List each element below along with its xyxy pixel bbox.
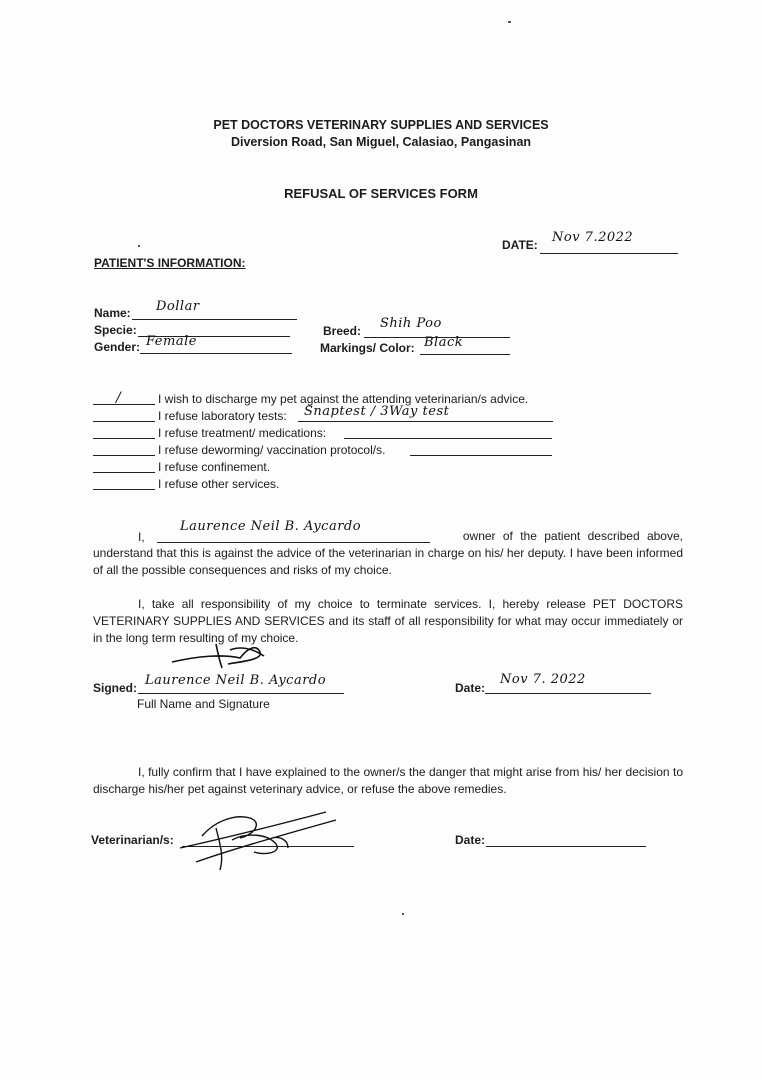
refusal-text: I refuse treatment/ medications: xyxy=(158,426,327,440)
paper-speck xyxy=(402,913,404,915)
refusal-checkbox-line[interactable] xyxy=(93,472,155,473)
name-line xyxy=(132,319,297,320)
statement1-prefix: I, xyxy=(138,530,145,544)
gender-value[interactable]: Female xyxy=(146,334,197,349)
refusal-checkbox-line[interactable] xyxy=(93,421,155,422)
statement3-text: I, fully confirm that I have explained to the owner/s the danger that might arise from his/ her decision to discharge his/her pet against veterinary advice, or refuse the above remedies. xyxy=(93,765,683,796)
owner-date-label: Date: xyxy=(455,681,486,695)
signed-label: Signed: xyxy=(93,681,137,695)
refusal-text: I wish to discharge my pet against the attending veterinarian/s advice. xyxy=(158,392,529,406)
gender-label: Gender: xyxy=(94,340,141,354)
refusal-detail-line xyxy=(344,438,552,439)
patient-info-heading: PATIENT'S INFORMATION: xyxy=(94,256,246,270)
refusal-detail[interactable]: Snaptest / 3Way test xyxy=(304,404,450,419)
breed-label: Breed: xyxy=(323,324,362,338)
refusal-detail-line xyxy=(410,455,552,456)
signed-value[interactable]: Laurence Neil B. Aycardo xyxy=(145,673,327,688)
veterinarian-signature-scribble xyxy=(176,800,346,875)
paper-speck xyxy=(138,245,140,247)
refusal-item xyxy=(0,404,762,425)
vet-date-label: Date: xyxy=(455,833,486,847)
refusal-checkbox-line[interactable] xyxy=(93,404,155,405)
date-value[interactable]: Nov 7.2022 xyxy=(552,230,634,245)
refusal-text: I refuse deworming/ vaccination protocol/s. xyxy=(158,443,386,457)
check-mark-icon: / xyxy=(116,390,122,406)
company-name: PET DOCTORS VETERINARY SUPPLIES AND SERVICES xyxy=(213,118,549,132)
form-title: REFUSAL OF SERVICES FORM xyxy=(284,186,478,201)
veterinarian-label: Veterinarian/s: xyxy=(91,833,174,847)
signed-caption: Full Name and Signature xyxy=(137,697,270,711)
owner-date-value[interactable]: Nov 7. 2022 xyxy=(500,672,586,687)
markings-label: Markings/ Color: xyxy=(320,341,415,355)
refusal-text: I refuse other services. xyxy=(158,477,280,491)
refusal-item xyxy=(0,442,762,459)
markings-line xyxy=(420,354,510,355)
refusal-item xyxy=(0,459,762,476)
statement1-text: understand that this is against the advice of the veterinarian in charge on his/ her deputy. I have been informed of all the possible consequences and risks of my choice. xyxy=(93,546,683,577)
date-line xyxy=(540,253,678,254)
markings-value[interactable]: Black xyxy=(424,335,464,350)
statement1-line1-end: owner of the patient described above, xyxy=(462,529,683,543)
refusal-item xyxy=(0,476,762,493)
refusal-checkbox-line[interactable] xyxy=(93,489,155,490)
refusal-item xyxy=(0,425,762,442)
gender-line xyxy=(140,353,292,354)
refusal-checkbox-line[interactable] xyxy=(93,455,155,456)
statement2-text: I, take all responsibility of my choice to terminate services. I, hereby release PET DOCTORS VETERINARY SUPPLIES AND SERVICES and its staff of all responsibility for what may occur immediately or in the long term resulting of my choice. xyxy=(93,597,683,645)
refusal-detail-line xyxy=(298,421,553,422)
signed-line xyxy=(138,693,344,694)
breed-value[interactable]: Shih Poo xyxy=(380,316,442,331)
owner-name-value[interactable]: Laurence Neil B. Aycardo xyxy=(180,519,362,534)
company-address: Diversion Road, San Miguel, Calasiao, Pangasinan xyxy=(230,135,532,149)
refusal-checkbox-line[interactable] xyxy=(93,438,155,439)
vet-date-line xyxy=(486,846,646,847)
owner-name-line xyxy=(157,542,430,543)
owner-signature-scribble xyxy=(168,636,278,672)
refusal-text: I refuse confinement. xyxy=(158,460,271,474)
specie-label: Specie: xyxy=(94,323,137,337)
paper-speck xyxy=(508,21,511,23)
refusal-text: I refuse laboratory tests: xyxy=(158,409,287,423)
date-label: DATE: xyxy=(502,238,538,252)
name-label: Name: xyxy=(94,306,131,320)
name-value[interactable]: Dollar xyxy=(156,299,200,314)
owner-date-line xyxy=(485,693,651,694)
